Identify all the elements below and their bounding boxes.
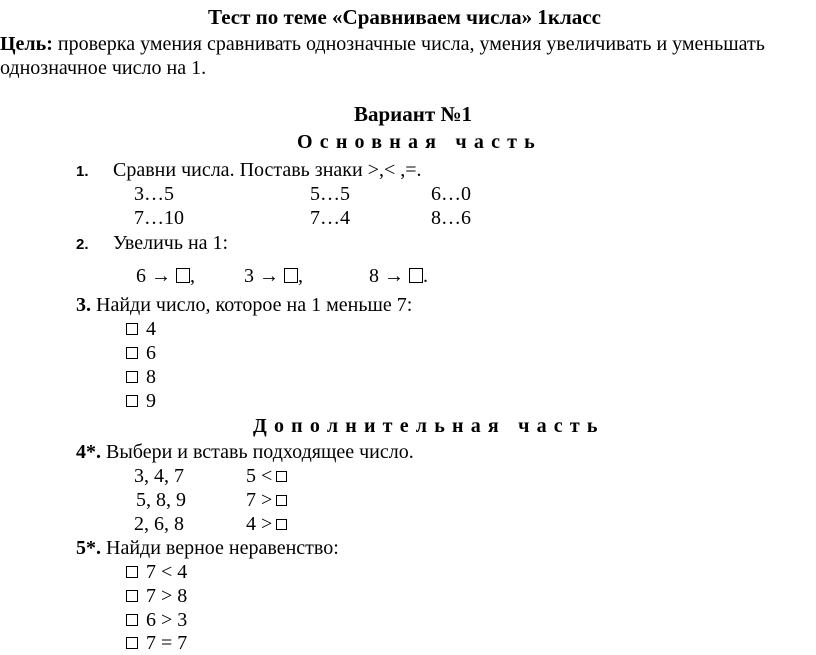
task-3: [76, 294, 412, 316]
task-1-text: Сравни числа. Поставь знаки >,< ,=.: [113, 159, 422, 181]
task-1-cell: 6…0: [431, 183, 471, 205]
task-3-option: 4: [126, 318, 156, 340]
task-3-text: Найди число, которое на 1 меньше 7:: [96, 294, 413, 316]
task-5-option: 7 > 8: [126, 585, 187, 607]
goal-line-2: однозначное число на 1.: [0, 57, 207, 79]
task-4-text: Выбери и вставь подходящее число.: [106, 441, 414, 463]
task-4-expr: 7 >: [246, 489, 287, 511]
task-5-option: 6 > 3: [126, 609, 187, 631]
task-3-option: 8: [126, 366, 156, 388]
task-4-set: 5, 8, 9: [136, 489, 186, 511]
task-1-cell: 5…5: [310, 183, 350, 205]
task-1-cell: 3…5: [134, 183, 174, 205]
task-4-set: 3, 4, 7: [134, 465, 184, 487]
checkbox[interactable]: [126, 395, 138, 407]
task-1: [76, 159, 89, 183]
task-2-text: Увеличь на 1:: [113, 232, 229, 254]
task-2-item: 3 → ,: [244, 265, 303, 287]
answer-box[interactable]: [276, 495, 287, 506]
checkbox[interactable]: [126, 614, 138, 626]
task-5-option: 7 < 4: [126, 561, 187, 583]
main-part-heading: Основная часть: [297, 131, 542, 153]
goal-line-1: [0, 33, 765, 55]
checkbox[interactable]: [126, 371, 138, 383]
task-2-item: 6 → ,: [136, 265, 195, 287]
task-1-cell: 7…4: [310, 207, 350, 229]
task-4-set: 2, 6, 8: [134, 513, 184, 535]
task-3-number: 3.: [76, 294, 91, 316]
goal-label: Цель:: [0, 33, 53, 55]
task-3-option: 6: [126, 342, 156, 364]
answer-box[interactable]: [409, 268, 423, 283]
task-5-option: 7 = 7: [126, 632, 187, 654]
task-4: [76, 441, 414, 463]
answer-box[interactable]: [176, 268, 190, 283]
page-title: Тест по теме «Сравниваем числа» 1класс: [208, 5, 601, 29]
variant-heading: Вариант №1: [354, 102, 473, 126]
task-4-expr: 4 >: [246, 513, 287, 535]
answer-box[interactable]: [276, 519, 287, 530]
task-2-item: 8 → .: [369, 265, 428, 287]
task-1-number: 1.: [76, 163, 89, 180]
answer-box[interactable]: [284, 268, 298, 283]
task-1-cell: 7…10: [134, 207, 184, 229]
checkbox[interactable]: [126, 323, 138, 335]
extra-part-heading: Дополнительная часть: [253, 415, 605, 437]
task-2-number: 2.: [76, 236, 89, 253]
answer-box[interactable]: [276, 471, 287, 482]
goal-text-1: проверка умения сравнивать однозначные числа, умения увеличивать и уменьшать: [52, 33, 765, 55]
checkbox[interactable]: [126, 637, 138, 649]
checkbox[interactable]: [126, 590, 138, 602]
task-4-number: 4*.: [76, 441, 101, 463]
task-2: [76, 232, 89, 256]
checkbox[interactable]: [126, 566, 138, 578]
task-5: [76, 537, 339, 559]
task-3-option: 9: [126, 390, 156, 412]
task-4-expr: 5 <: [246, 465, 287, 487]
task-1-cell: 8…6: [431, 207, 471, 229]
checkbox[interactable]: [126, 347, 138, 359]
task-5-number: 5*.: [76, 537, 101, 559]
task-5-text: Найди верное неравенство:: [106, 537, 339, 559]
